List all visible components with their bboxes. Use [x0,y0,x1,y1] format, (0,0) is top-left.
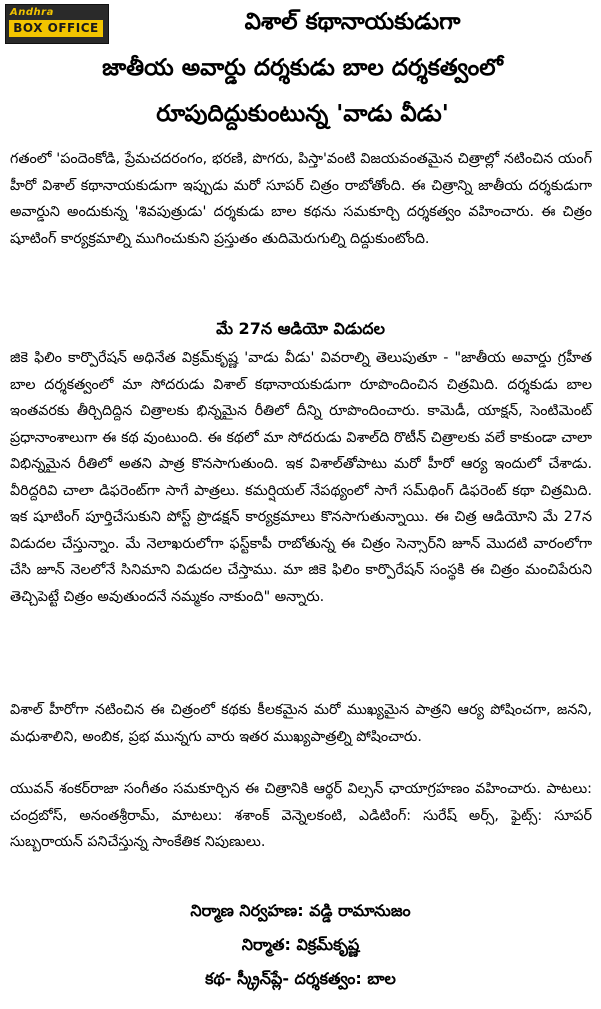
headline-line-3: రూపుదిద్దుకుంటున్న 'వాడు వీడు' [156,101,449,127]
credit-production-executive: నిర్మాణ నిర్వహణ: వడ్డి రామానుజం [190,901,411,920]
headline-line-2: జాతీయ అవార్డు దర్శకుడు బాల దర్శకత్వంలో [102,55,503,81]
article-paragraph-producer-quote: జికె ఫిలిం కార్పొరేషన్ అధినేత విక్రమ్‌కృష్ణ 'వాడు వీడు' వివరాల్ని తెలుపుతూ - "జాతీయ అవార్డు గ్రహీత బాల దర్శకత్వంలో మా సోదరుడు విశాల్ కథానాయకుడుగా రూపొందించిన చిత్రమిది. దర్శకుడు బాల ఇంతవరకు తీర్చిదిద్దిన చిత్రాలకు భిన్నమైన రీతిలో దీన్ని రూపొందించారు. కామెడీ, యాక్షన్, సెంటిమెంట్ ప్రధానాంశాలుగా ఈ కథ వుంటుంది. ఈ కథలో మా సోదరుడు విశాల్‌ది రొటీన్ చిత్రాలకు వలే కాకుండా చాలా విభిన్నమైన రీతిలో అతని పాత్ర కొనసాగుతుంది. ఇక విశాల్‌తోపాటు మరో హీరో ఆర్య ఇందులో చేశాడు. వీరిద్దరివి చాలా డిఫరెంట్‌గా సాగే పాత్రలు. కమర్షియల్ నేపథ్యంలో సాగే సమ్‌థింగ్ డిఫరెంట్ కథా చిత్రమిది. ఇక షూటింగ్ పూర్తిచేసుకుని పోస్ట్ ప్రొడక్షన్ కార్యక్రమాలు కొనసాగుతున్నాయి. ఈ చిత్ర ఆడియోని మే 27న విడుదల చేస్తున్నాం. మే నెలాఖరులోగా ఫస్ట్‌కాపీ రాబోతున్న ఈ చిత్రం సెన్సార్‌ని జూన్ మొదటి వారంలోగా చేసి జూన్ నెలలోనే సినిమాని విడుదల చేస్తాము. మా జికె ఫిలిం కార్పొరేషన్ సంస్థకి ఈ చిత్రం మంచిపేరుని తెచ్చిపెట్టే చిత్రం అవుతుందనే నమ్మకం నాకుంది" అన్నారు. [10,350,592,605]
headline-line-1: విశాల్ కథానాయకుడుగా [244,9,461,35]
logo-line-box-office: BOX OFFICE [9,20,103,37]
article-paragraph-intro: గతంలో 'పందెంకోడి, ప్రేమచదరంగం, భరణి, పొగరు, పిస్తా'వంటి విజయవంతమైన చిత్రాల్లో నటించిన యంగ్ హీరో విశాల్ కథానాయకుడుగా ఇప్పుడు మరో సూపర్ చిత్రం రాబోతోంది. ఈ చిత్రాన్ని జాతీయ దర్శకుడుగా అవార్డుని అందుకున్న 'శివపుత్రుడు' దర్శకుడు బాల కథను సమకూర్చి దర్శకత్వం వహించారు. ఈ చిత్రం షూటింగ్ కార్యక్రమాల్ని ముగించుకుని ప్రస్తుతం తుదిమెరుగుల్ని దిద్దుకుంటోంది. [10,151,592,247]
article-paragraph-technicians: యువన్ శంకర్‌రాజా సంగీతం సమకూర్చిన ఈ చిత్రానికి ఆర్థర్ విల్సన్ ఛాయాగ్రహణం వహించారు. పాటలు: చంద్రబోస్, అనంతశ్రీరామ్, మాటలు: శశాంక్ వెన్నెలకంటి, ఎడిటింగ్: సురేష్ అర్స్, ఫైట్స్: సూపర్ సుబ్బరాయన్ పనిచేస్తున్న సాంకేతిక నిపుణులు. [10,781,592,850]
andhra-box-office-logo [5,4,109,44]
article-paragraph-cast: విశాల్ హీరోగా నటించిన ఈ చిత్రంలో కథకు కీలకమైన మరో ముఖ్యమైన పాత్రని ఆర్య పోషించగా, జనని, మధుశాలిని, అంబిక, ప్రభ మున్నగు వారు ఇతర ముఖ్యపాత్రల్ని పోషించారు. [10,702,592,745]
credit-producer: నిర్మాత: విక్రమ్‌కృష్ణ [241,935,360,954]
credit-director: కథ- స్క్రీన్‌ప్లే- దర్శకత్వం: బాల [205,969,396,988]
logo-line-andhra: Andhra [10,7,54,18]
subheading-audio-release: మే 27న ఆడియో విడుదల [216,319,385,338]
